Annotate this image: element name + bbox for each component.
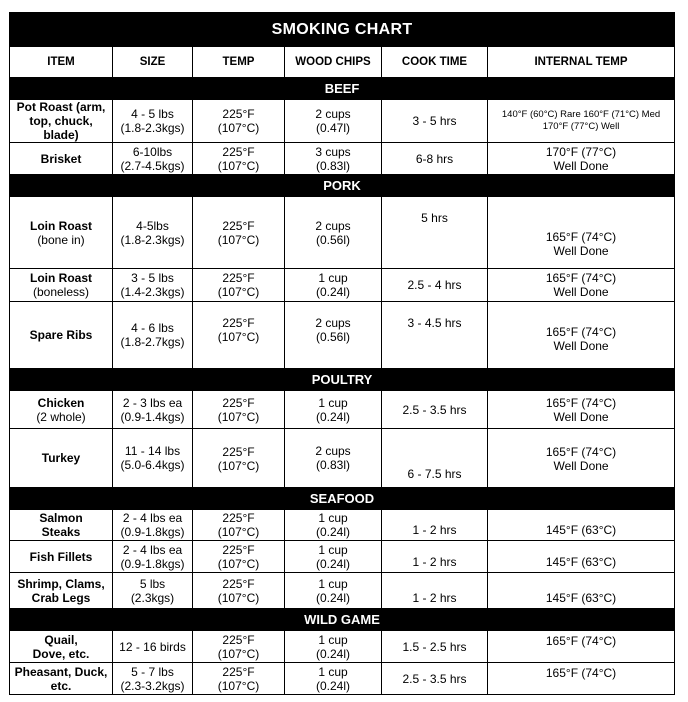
internal-temp-cell: 145°F (63°C) <box>488 510 675 541</box>
temp-cell: 225°F (107°C) <box>193 429 285 488</box>
wood-chips-cell: 2 cups (0.83l) <box>285 429 382 488</box>
size-cell: 6-10lbs (2.7-4.5kgs) <box>113 143 193 175</box>
item-cell: Loin Roast (bone in) <box>10 197 113 269</box>
wood-chips-cell: 1 cup (0.24l) <box>285 663 382 695</box>
table-row <box>10 573 675 609</box>
smoking-chart-table <box>9 12 675 695</box>
section-label: SEAFOOD <box>10 488 675 510</box>
item-cell: Brisket <box>10 143 113 175</box>
section-seafood <box>10 488 675 510</box>
header-row <box>10 47 675 78</box>
cook-time-cell: 2.5 - 4 hrs <box>382 269 488 302</box>
cook-time-cell: 1 - 2 hrs <box>382 573 488 609</box>
wood-chips-cell: 1 cup (0.24l) <box>285 631 382 663</box>
size-cell: 4 - 6 lbs (1.8-2.7kgs) <box>113 302 193 369</box>
table-row <box>10 663 675 695</box>
internal-temp-cell: 165°F (74°C) Well Done <box>488 391 675 429</box>
header-item: ITEM <box>10 47 113 78</box>
table-row <box>10 391 675 429</box>
item-cell: Pot Roast (arm, top, chuck, blade) <box>10 100 113 143</box>
table-row <box>10 510 675 541</box>
size-cell: 5 - 7 lbs (2.3-3.2kgs) <box>113 663 193 695</box>
temp-cell: 225°F (107°C) <box>193 197 285 269</box>
temp-cell: 225°F (107°C) <box>193 100 285 143</box>
smoking-chart <box>9 12 674 695</box>
cook-time-cell: 6-8 hrs <box>382 143 488 175</box>
internal-temp-cell: 165°F (74°C) Well Done <box>488 429 675 488</box>
cook-time-cell: 1 - 2 hrs <box>382 541 488 573</box>
table-row <box>10 269 675 302</box>
wood-chips-cell: 1 cup (0.24l) <box>285 269 382 302</box>
table-row <box>10 143 675 175</box>
header-internal-temp: INTERNAL TEMP <box>488 47 675 78</box>
table-row <box>10 429 675 488</box>
size-cell: 3 - 5 lbs (1.4-2.3kgs) <box>113 269 193 302</box>
temp-cell: 225°F (107°C) <box>193 663 285 695</box>
item-cell: Spare Ribs <box>10 302 113 369</box>
cook-time-cell: 5 hrs <box>382 197 488 269</box>
internal-temp-cell: 165°F (74°C) Well Done <box>488 197 675 269</box>
cook-time-cell: 2.5 - 3.5 hrs <box>382 391 488 429</box>
item-cell: Pheasant, Duck, etc. <box>10 663 113 695</box>
size-cell: 11 - 14 lbs (5.0-6.4kgs) <box>113 429 193 488</box>
cook-time-cell: 1 - 2 hrs <box>382 510 488 541</box>
title-row <box>10 13 675 47</box>
item-cell: Chicken (2 whole) <box>10 391 113 429</box>
table-row <box>10 302 675 369</box>
size-cell: 5 lbs (2.3kgs) <box>113 573 193 609</box>
item-cell: Fish Fillets <box>10 541 113 573</box>
item-cell: Quail, Dove, etc. <box>10 631 113 663</box>
temp-cell: 225°F (107°C) <box>193 269 285 302</box>
chart-title: SMOKING CHART <box>10 13 675 47</box>
table-row <box>10 197 675 269</box>
item-cell: Salmon Steaks <box>10 510 113 541</box>
wood-chips-cell: 2 cups (0.47l) <box>285 100 382 143</box>
internal-temp-cell: 165°F (74°C) Well Done <box>488 269 675 302</box>
section-label: WILD GAME <box>10 609 675 631</box>
cook-time-cell: 2.5 - 3.5 hrs <box>382 663 488 695</box>
size-cell: 4 - 5 lbs (1.8-2.3kgs) <box>113 100 193 143</box>
internal-temp-cell: 170°F (77°C) Well Done <box>488 143 675 175</box>
wood-chips-cell: 1 cup (0.24l) <box>285 391 382 429</box>
section-label: BEEF <box>10 78 675 100</box>
cook-time-cell: 1.5 - 2.5 hrs <box>382 631 488 663</box>
temp-cell: 225°F (107°C) <box>193 302 285 369</box>
temp-cell: 225°F (107°C) <box>193 510 285 541</box>
table-row <box>10 631 675 663</box>
size-cell: 2 - 3 lbs ea (0.9-1.4kgs) <box>113 391 193 429</box>
cook-time-cell: 3 - 4.5 hrs <box>382 302 488 369</box>
header-cook-time: COOK TIME <box>382 47 488 78</box>
internal-temp-cell: 165°F (74°C) <box>488 631 675 663</box>
item-cell: Shrimp, Clams, Crab Legs <box>10 573 113 609</box>
temp-cell: 225°F (107°C) <box>193 573 285 609</box>
temp-cell: 225°F (107°C) <box>193 631 285 663</box>
section-label: POULTRY <box>10 369 675 391</box>
section-pork <box>10 175 675 197</box>
internal-temp-cell: 145°F (63°C) <box>488 541 675 573</box>
wood-chips-cell: 1 cup (0.24l) <box>285 510 382 541</box>
wood-chips-cell: 2 cups (0.56l) <box>285 197 382 269</box>
wood-chips-cell: 3 cups (0.83l) <box>285 143 382 175</box>
section-label: PORK <box>10 175 675 197</box>
internal-temp-cell: 165°F (74°C) <box>488 663 675 695</box>
temp-cell: 225°F (107°C) <box>193 143 285 175</box>
internal-temp-cell: 165°F (74°C) Well Done <box>488 302 675 369</box>
internal-temp-cell: 140°F (60°C) Rare 160°F (71°C) Med 170°F (77°C) Well <box>488 100 675 143</box>
size-cell: 12 - 16 birds <box>113 631 193 663</box>
table-row <box>10 541 675 573</box>
cook-time-cell: 3 - 5 hrs <box>382 100 488 143</box>
size-cell: 4-5lbs (1.8-2.3kgs) <box>113 197 193 269</box>
section-poultry <box>10 369 675 391</box>
internal-temp-cell: 145°F (63°C) <box>488 573 675 609</box>
header-temp: TEMP <box>193 47 285 78</box>
table-row <box>10 100 675 143</box>
header-wood-chips: WOOD CHIPS <box>285 47 382 78</box>
header-size: SIZE <box>113 47 193 78</box>
temp-cell: 225°F (107°C) <box>193 391 285 429</box>
wood-chips-cell: 1 cup (0.24l) <box>285 541 382 573</box>
section-wild-game <box>10 609 675 631</box>
size-cell: 2 - 4 lbs ea (0.9-1.8kgs) <box>113 541 193 573</box>
item-cell: Turkey <box>10 429 113 488</box>
cook-time-cell: 6 - 7.5 hrs <box>382 429 488 488</box>
item-cell: Loin Roast (boneless) <box>10 269 113 302</box>
temp-cell: 225°F (107°C) <box>193 541 285 573</box>
wood-chips-cell: 1 cup (0.24l) <box>285 573 382 609</box>
wood-chips-cell: 2 cups (0.56l) <box>285 302 382 369</box>
section-beef <box>10 78 675 100</box>
size-cell: 2 - 4 lbs ea (0.9-1.8kgs) <box>113 510 193 541</box>
